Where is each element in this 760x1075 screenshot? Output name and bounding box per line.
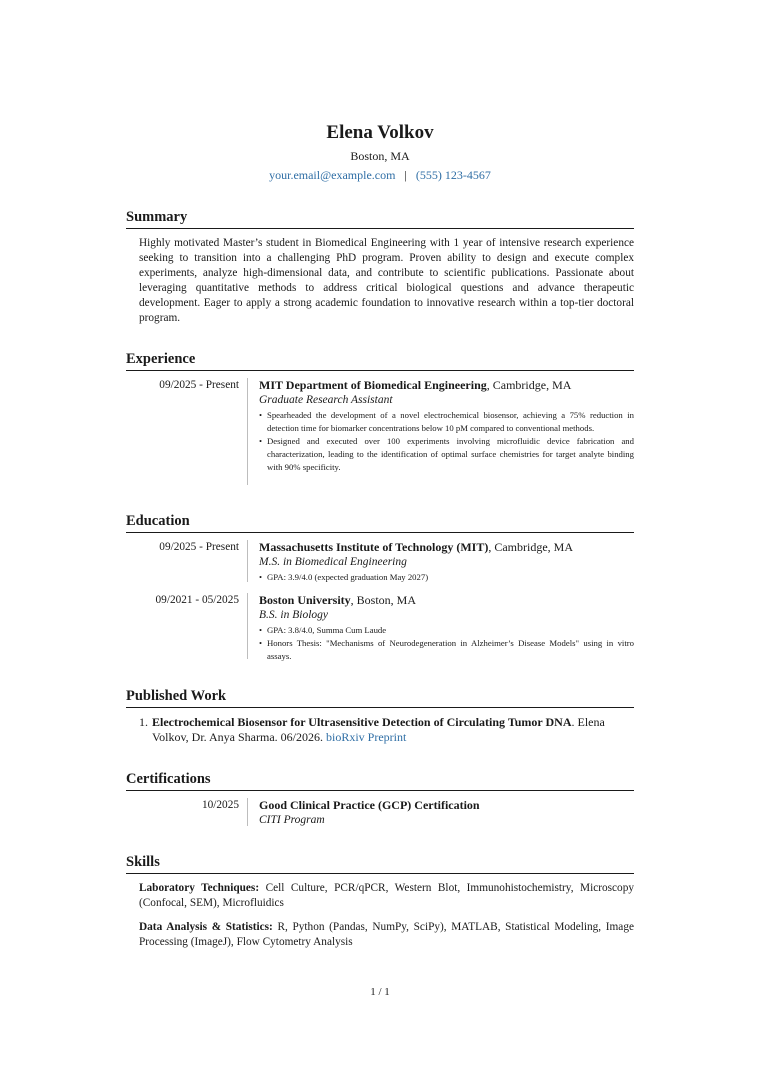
bullet-text: Honors Thesis: "Mechanisms of Neurodegeneration in Alzheimer’s Disease Models" using in vitro assays. bbox=[267, 638, 634, 661]
certification-entry bbox=[126, 798, 634, 826]
certification-title: Good Clinical Practice (GCP) Certification bbox=[259, 798, 480, 812]
entry-body bbox=[247, 378, 634, 485]
organization-place: , Cambridge, MA bbox=[488, 540, 573, 554]
entry-bullets bbox=[259, 409, 634, 474]
publication-text bbox=[139, 715, 639, 745]
bullet-text: Designed and executed over 100 experiments involving microfluidic device fabrication and characterization, leading to the identification of optimal surface chemistries for target analyte binding with 90% specificity. bbox=[267, 436, 634, 472]
bullet-text: GPA: 3.9/4.0 (expected graduation May 2027) bbox=[267, 572, 429, 582]
entry-organization bbox=[259, 378, 634, 393]
section-title-certifications: Certifications bbox=[126, 770, 634, 791]
email-link[interactable]: your.email@example.com bbox=[269, 168, 396, 182]
entry-bullets bbox=[259, 571, 634, 584]
experience-entry bbox=[126, 378, 634, 485]
entry-organization bbox=[259, 593, 634, 608]
contact-separator: | bbox=[404, 168, 407, 182]
bullet-text: GPA: 3.8/4.0, Summa Cum Laude bbox=[267, 625, 387, 635]
entry-degree: B.S. in Biology bbox=[259, 609, 328, 621]
bullet-item: • Spearheaded the development of a novel electrochemical biosensor, achieving a 75% reduction in detection time for biomarker concentrations below 10 pM compared to conventional methods. bbox=[259, 410, 634, 433]
candidate-location: Boston, MA bbox=[350, 149, 410, 163]
page-number: 1 / 1 bbox=[370, 986, 390, 998]
organization-name: Boston University bbox=[259, 593, 351, 607]
certification-name bbox=[259, 798, 634, 813]
organization-name: Massachusetts Institute of Technology (MIT) bbox=[259, 540, 489, 554]
skill-label: Laboratory Techniques: bbox=[139, 882, 260, 894]
education-entry bbox=[126, 540, 634, 582]
section-title-experience: Experience bbox=[126, 350, 634, 371]
entry-body bbox=[247, 540, 634, 582]
skill-label: Data Analysis & Statistics: bbox=[139, 921, 273, 933]
bullet-text: Spearheaded the development of a novel electrochemical biosensor, achieving a 75% reduction in detection time for biomarker concentrations below 10 pM compared to conventional methods. bbox=[267, 410, 634, 433]
publication-link[interactable]: bioRxiv Preprint bbox=[326, 730, 407, 744]
entry-date: 10/2025 bbox=[201, 799, 239, 811]
entry-organization bbox=[259, 540, 634, 555]
skill-group bbox=[139, 881, 634, 911]
phone-link[interactable]: (555) 123-4567 bbox=[415, 168, 491, 182]
certification-issuer: CITI Program bbox=[259, 814, 325, 826]
section-title-summary: Summary bbox=[126, 208, 634, 229]
publication-title: Electrochemical Biosensor for Ultrasensitive Detection of Circulating Tumor DNA bbox=[152, 715, 572, 729]
entry-bullets bbox=[259, 624, 634, 663]
skill-value: Cell Culture, PCR/qPCR, Western Blot, Immunohistochemistry, Microscopy (Confocal, SEM), Microfluidics bbox=[139, 882, 634, 909]
section-title-skills: Skills bbox=[126, 853, 634, 874]
resume-header bbox=[0, 122, 760, 183]
candidate-name: Elena Volkov bbox=[326, 122, 434, 143]
publication-number: 1. bbox=[139, 715, 148, 729]
publication-details: . Elena Volkov, Dr. Anya Sharma. 06/2026. bbox=[152, 715, 605, 744]
entry-date: 09/2025 - Present bbox=[159, 541, 239, 553]
entry-degree: M.S. in Biomedical Engineering bbox=[259, 556, 407, 568]
entry-role: Graduate Research Assistant bbox=[259, 394, 393, 406]
organization-name: MIT Department of Biomedical Engineering bbox=[259, 378, 487, 392]
section-title-published-work: Published Work bbox=[126, 687, 634, 708]
bullet-item: • GPA: 3.9/4.0 (expected graduation May 2027) bbox=[259, 572, 429, 582]
entry-date: 09/2021 - 05/2025 bbox=[155, 594, 239, 606]
skill-group bbox=[139, 920, 634, 950]
entry-date: 09/2025 - Present bbox=[159, 379, 239, 391]
education-entry bbox=[126, 593, 634, 659]
bullet-item: • GPA: 3.8/4.0, Summa Cum Laude bbox=[259, 625, 387, 635]
entry-body bbox=[247, 798, 634, 826]
bullet-item: • Designed and executed over 100 experiments involving microfluidic device fabrication and characterization, leading to the identification of optimal surface chemistries for target analyte binding with 90% specificity. bbox=[259, 436, 634, 472]
publication-item bbox=[139, 715, 639, 745]
bullet-item: • Honors Thesis: "Mechanisms of Neurodegeneration in Alzheimer’s Disease Models" using in vitro assays. bbox=[259, 638, 634, 661]
section-title-education: Education bbox=[126, 512, 634, 533]
organization-place: , Boston, MA bbox=[350, 593, 417, 607]
entry-body bbox=[247, 593, 634, 659]
summary-text: Highly motivated Master’s student in Biomedical Engineering with 1 year of intensive research experience seeking to transition into a challenging PhD program. Proven ability to design and execute complex experiments, analyze high-dimensional data, and contribute to scientific publications. Passionate about leveraging quantitative methods to address critical biological questions and advance therapeutic development. Eager to apply a strong academic foundation to innovative research within a top-tier doctoral program. bbox=[139, 237, 634, 324]
skill-value: R, Python (Pandas, NumPy, SciPy), MATLAB, Statistical Modeling, Image Processing (ImageJ), Flow Cytometry Analysis bbox=[139, 921, 634, 948]
contact-line bbox=[0, 168, 760, 183]
organization-place: , Cambridge, MA bbox=[486, 378, 572, 392]
